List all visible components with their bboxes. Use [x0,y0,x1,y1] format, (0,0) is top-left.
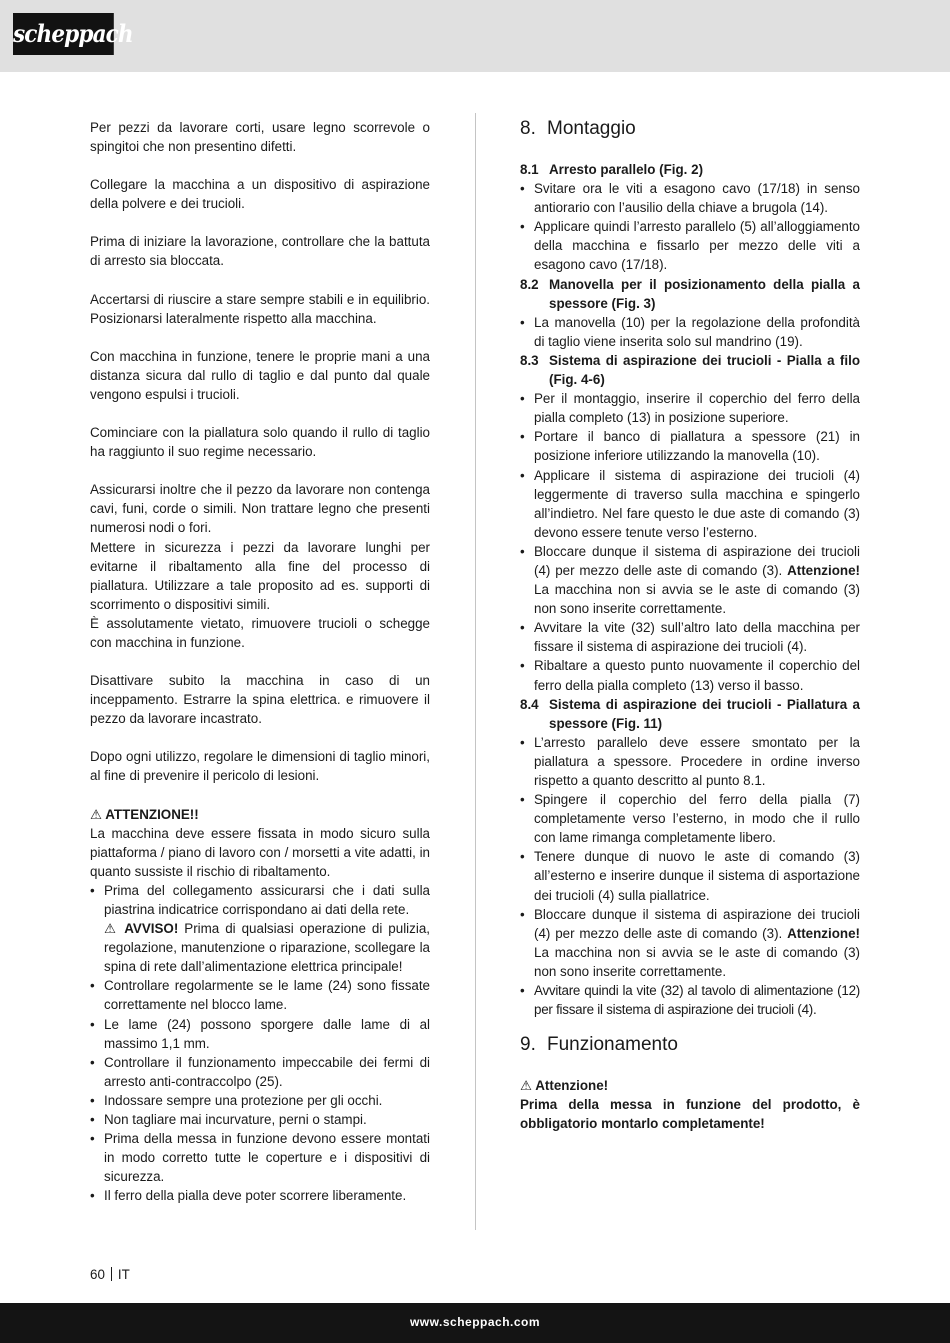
subsection-title: Sistema di aspirazione dei trucioli - Pialla a filo (Fig. 4-6) [549,352,860,388]
list-item: • Tenere dunque di nuovo le aste di comando (3) all’esterno e inserire dunque il sistema di asportazione dei trucioli (4) sulla piallatrice. [520,847,860,904]
left-column [90,118,430,1206]
subsection-number: 8.3 [520,352,539,368]
list-item: • Controllare il funzionamento impeccabile dei fermi di arresto anti-contraccolpo (25). [90,1053,430,1091]
right-column [520,118,860,1134]
paragraph: Prima di iniziare la lavorazione, controllare che la battuta di arresto sia bloccata. [90,234,430,269]
list-item: • Portare il banco di piallatura a spessore (21) in posizione inferiore utilizzando la manovella (10). [520,427,860,465]
header-band [0,0,950,72]
paragraph: Con macchina in funzione, tenere le proprie mani a una distanza sicura dal rullo di taglio e dal punto dal quale vengono espulsi i trucioli. [90,348,430,402]
paragraph: È assolutamente vietato, rimuovere trucioli o schegge con macchina in funzione. [90,615,430,650]
warning-triangle-icon: ⚠ [90,806,103,822]
list-8-3 [520,389,860,695]
list-item: • Avvitare quindi la vite (32) al tavolo di alimentazione (12) per fissare il sistema di aspirazione dei trucioli (4). [520,981,860,1019]
list-item-text: La macchina non si avvia se le aste di comando (3) non sono inserite correttamente. [534,582,860,617]
paragraph: Per pezzi da lavorare corti, usare legno scorrevole o spingitoi che non presentino difetti. [90,120,430,155]
attention-label: Attenzione! [787,562,860,578]
list-item: • Indossare sempre una protezione per gli occhi. [90,1091,430,1110]
warning-title: ATTENZIONE!! [105,806,199,822]
list-8-2 [520,313,860,351]
list-item: • Spingere il coperchio del ferro della pialla (7) completamente verso l’esterno, in modo che il rullo con lame rimanga completamente libero. [520,790,860,847]
safety-list [90,881,430,1206]
paragraph: Collegare la macchina a un dispositivo di aspirazione della polvere e dei trucioli. [90,177,430,212]
page-number-label [90,1265,130,1284]
section-title: Montaggio [547,118,636,139]
page-number: 60 [90,1267,105,1282]
attention-label: Attenzione! [787,925,860,941]
warning-triangle-icon: ⚠ [104,921,119,937]
avviso-title: AVVISO! [124,921,179,937]
subsection-number: 8.1 [520,162,539,177]
section-title: Funzionamento [547,1034,678,1056]
subsection-heading-8-3 [520,351,860,389]
website-url: www.scheppach.com [409,1315,541,1329]
page-number-separator [111,1267,112,1281]
list-item-text: La macchina non si avvia se le aste di comando (3) non sono inserite correttamente. [534,944,860,979]
section-heading-funzionamento [520,1034,860,1056]
subsection-heading-8-1 [520,160,860,179]
section-number: 9. [520,1034,536,1056]
section-number: 8. [520,118,536,139]
subsection-title: Sistema di aspirazione dei trucioli - Piallatura a spessore (Fig. 11) [549,696,860,731]
footer-band [0,1303,950,1343]
attention-text: Prima della messa in funzione del prodotto, è obbligatorio montarlo completamente! [520,1097,860,1132]
warning-text: La macchina deve essere fissata in modo sicuro sulla piattaforma / piano di lavoro con / morsetti a vite adatti, in quanto sussiste il rischio di ribaltamento. [90,825,430,879]
list-item-text: Bloccare dunque il sistema di aspirazione dei trucioli (4) per mezzo delle aste di comando (3). [534,906,860,941]
list-item: • Avvitare la vite (32) sull’altro lato della macchina per fissare il sistema di aspirazione dei trucioli (4). [520,618,860,656]
list-item [520,905,860,981]
subsection-number: 8.4 [520,696,539,712]
list-item-text: Prima del collegamento assicurarsi che i dati sulla piastrina indicatrice corrispondano ai dati della rete. [104,882,430,917]
avviso-text: Prima di qualsiasi operazione di pulizia, regolazione, manutenzione o riparazione, scollegare la spina di rete dall’alimentazione elettrica principale! [104,921,430,975]
paragraph: Disattivare subito la macchina in caso di un inceppamento. Estrarre la spina elettrica. e rimuovere il pezzo da lavorare incastrato. [90,673,430,727]
warning-heading [90,805,430,824]
paragraph: Mettere in sicurezza i pezzi da lavorare lunghi per evitarne il ribaltamento alla fine del processo di piallatura. Utilizzare a tale proposito ad es. supporti di scorrimento o dispositivi simili. [90,539,430,612]
list-8-1 [520,179,860,274]
column-divider [475,113,476,1230]
warning-triangle-icon: ⚠ [520,1078,533,1094]
list-item: • Le lame (24) possono sporgere dalle lame di al massimo 1,1 mm. [90,1015,430,1053]
list-item: • Controllare regolarmente se le lame (24) sono fissate correttamente nel blocco lame. [90,976,430,1014]
list-item [90,881,430,976]
list-item-text: Bloccare dunque il sistema di aspirazione dei trucioli (4) per mezzo delle aste di comando (3). [534,543,860,578]
list-item: • Ribaltare a questo punto nuovamente il coperchio del ferro della pialla completo (13) verso il basso. [520,656,860,694]
subsection-number: 8.2 [520,276,539,292]
list-item: • Non tagliare mai incurvature, perni o stampi. [90,1110,430,1129]
list-item: • Svitare ora le viti a esagono cavo (17/18) in senso antiorario con l’ausilio della chiave a brugola (14). [520,179,860,217]
paragraph: Dopo ogni utilizzo, regolare le dimensioni di taglio minori, al fine di prevenire il pericolo di lesioni. [90,749,430,784]
list-item: • Prima della messa in funzione devono essere montati in modo corretto tutte le coperture e i dispositivi di sicurezza. [90,1129,430,1186]
subsection-heading-8-2 [520,275,860,313]
list-item: • Il ferro della pialla deve poter scorrere liberamente. [90,1186,430,1205]
list-item: • Applicare il sistema di aspirazione dei trucioli (4) leggermente di traverso sulla macchina e spingerlo all’indietro. Nel fare questo le due aste di comando (3) devono essere tenute verso l’esterno. [520,466,860,542]
list-item [520,542,860,618]
paragraph: Accertarsi di riuscire a stare sempre stabili e in equilibrio. Posizionarsi lateralmente rispetto alla macchina. [90,291,430,326]
list-8-4 [520,733,860,1019]
attention-title: Attenzione! [535,1078,609,1094]
paragraph: Assicurarsi inoltre che il pezzo da lavorare non contenga cavi, funi, corde o simili. Non trattare legno che presenti numerosi nodi o fori. [90,482,430,536]
list-item: • Per il montaggio, inserire il coperchio del ferro della pialla completo (13) in posizione superiore. [520,389,860,427]
scheppach-logo: scheppach [13,13,114,55]
paragraph: Cominciare con la piallatura solo quando il rullo di taglio ha raggiunto il suo regime necessario. [90,425,430,460]
list-item: • Applicare quindi l’arresto parallelo (5) all’alloggiamento della macchina e fissarlo per mezzo delle viti a esagono cavo (17/18). [520,217,860,274]
language-code: IT [117,1267,130,1282]
subsection-title: Manovella per il posizionamento della pialla a spessore (Fig. 3) [549,276,860,311]
attention-heading [520,1076,860,1095]
list-item: • La manovella (10) per la regolazione della profondità di taglio viene inserita solo sul mandrino (19). [520,313,860,351]
subsection-title: Arresto parallelo (Fig. 2) [549,162,704,177]
list-item: • L’arresto parallelo deve essere smontato per la piallatura a spessore. Procedere in ordine inverso rispetto a quanto descritto al punto 8.1. [520,733,860,790]
subsection-heading-8-4 [520,695,860,733]
section-heading-montaggio [520,118,860,140]
